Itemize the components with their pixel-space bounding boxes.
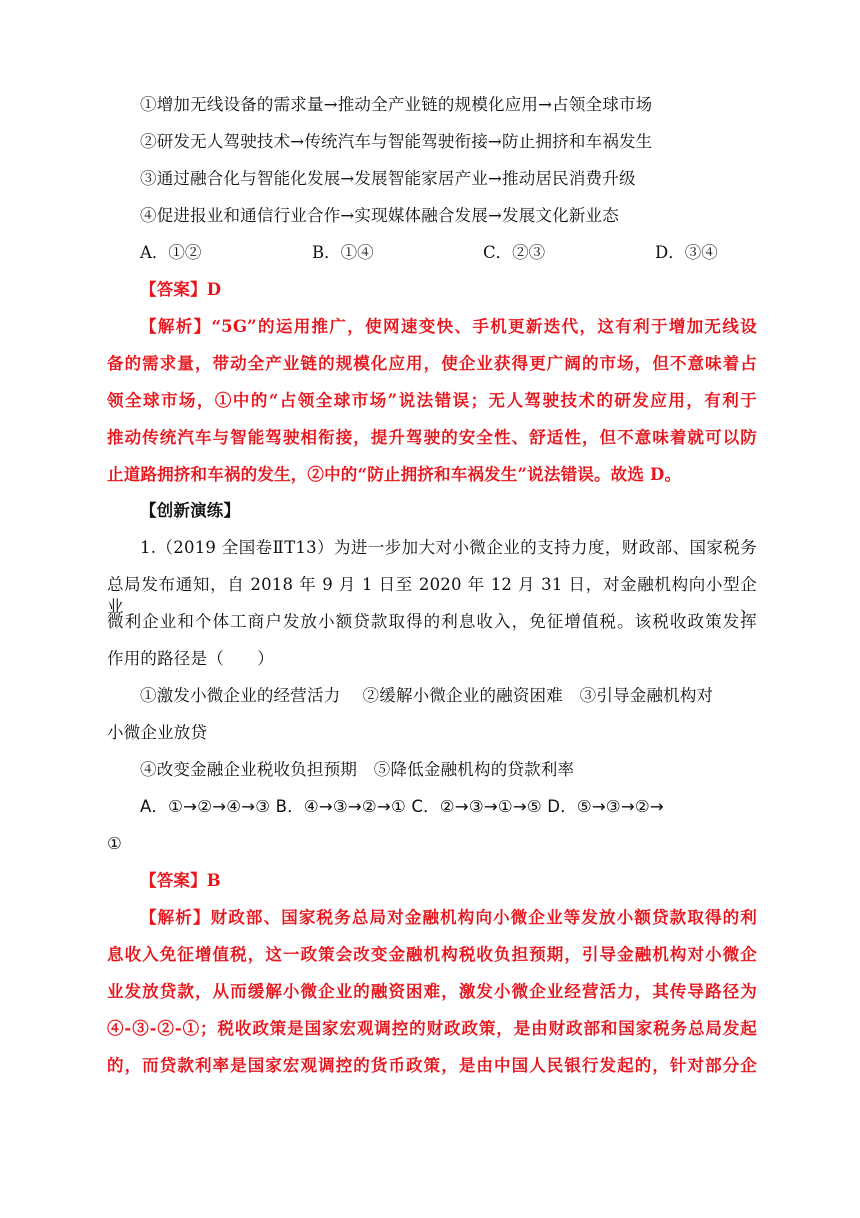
q1-item-line-1: ①激发小微企业的经营活力 ②缓解小微企业的融资困难 ③引导金融机构对: [140, 686, 714, 705]
section-title: 【创新演练】: [140, 501, 241, 520]
prev-analysis-line-4: 推动传统汽车与智能驾驶相衔接，提升驾驶的安全性、舒适性，但不意味着就可以防: [107, 428, 757, 447]
q1-analysis-line-1: 【解析】财政部、国家税务总局对金融机构向小微企业等发放小额贷款取得的利: [140, 908, 757, 927]
q1-stem-line-4: 作用的路径是（ ）: [107, 649, 274, 668]
prev-analysis-line-2: 备的需求量，带动全产业链的规模化应用，使企业获得更广阔的市场，但不意味着占: [107, 354, 757, 373]
prev-option-b: B．①④: [312, 243, 374, 262]
q1-options-wrap: ①: [107, 834, 122, 853]
prev-analysis-line-1: 【解析】“5G”的运用推广，使网速变快、手机更新迭代，这有利于增加无线设: [140, 317, 757, 336]
prev-analysis-line-5: 止道路拥挤和车祸的发生，②中的“防止拥挤和车祸发生”说法错误。故选 D。: [107, 465, 682, 484]
prev-option-d: D．③④: [655, 243, 718, 262]
prev-item-2: ②研发无人驾驶技术→传统汽车与智能驾驶衔接→防止拥挤和车祸发生: [140, 132, 653, 151]
q1-analysis-line-3: 业发放贷款，从而缓解小微企业的融资困难，激发小微企业经营活力，其传导路径为: [107, 982, 757, 1001]
prev-item-1: ①增加无线设备的需求量→推动全产业链的规模化应用→占领全球市场: [140, 95, 653, 114]
q1-item-line-3: ④改变金融企业税收负担预期 ⑤降低金融机构的贷款利率: [140, 760, 575, 779]
q1-stem-line-1: 1.（2019 全国卷ⅡT13）为进一步加大对小微企业的支持力度，财政部、国家税务: [140, 538, 757, 557]
prev-answer: 【答案】D: [140, 280, 222, 299]
q1-stem-line-3: 微利企业和个体工商户发放小额贷款取得的利息收入，免征增值税。该税收政策发挥: [107, 612, 757, 631]
q1-analysis-line-5: 的，而贷款利率是国家宏观调控的货币政策，是由中国人民银行发起的，针对部分企: [107, 1056, 757, 1075]
q1-analysis-line-4: ④-③-②-①；税收政策是国家宏观调控的财政政策，是由财政部和国家税务总局发起: [107, 1019, 757, 1038]
q1-analysis-line-2: 息收入免征增值税，这一政策会改变金融机构税收负担预期，引导金融机构对小微企: [107, 945, 757, 964]
q1-options: A．①→②→④→③ B．④→③→②→① C．②→③→①→⑤ D．⑤→③→②→: [140, 797, 664, 816]
prev-item-4: ④促进报业和通信行业合作→实现媒体融合发展→发展文化新业态: [140, 206, 619, 225]
prev-option-a: A．①②: [140, 243, 202, 262]
prev-item-3: ③通过融合化与智能化发展→发展智能家居产业→推动居民消费升级: [140, 169, 636, 188]
prev-option-c: C．②③: [483, 243, 546, 262]
q1-stem-line-2: 总局发布通知，自 2018 年 9 月 1 日至 2020 年 12 月 31 日，对金融机构向小型企业、: [107, 575, 757, 616]
q1-answer: 【答案】B: [140, 871, 221, 890]
prev-analysis-line-3: 领全球市场，①中的“占领全球市场”说法错误；无人驾驶技术的研发应用，有利于: [107, 391, 757, 410]
q1-item-line-2: 小微企业放贷: [107, 723, 208, 742]
